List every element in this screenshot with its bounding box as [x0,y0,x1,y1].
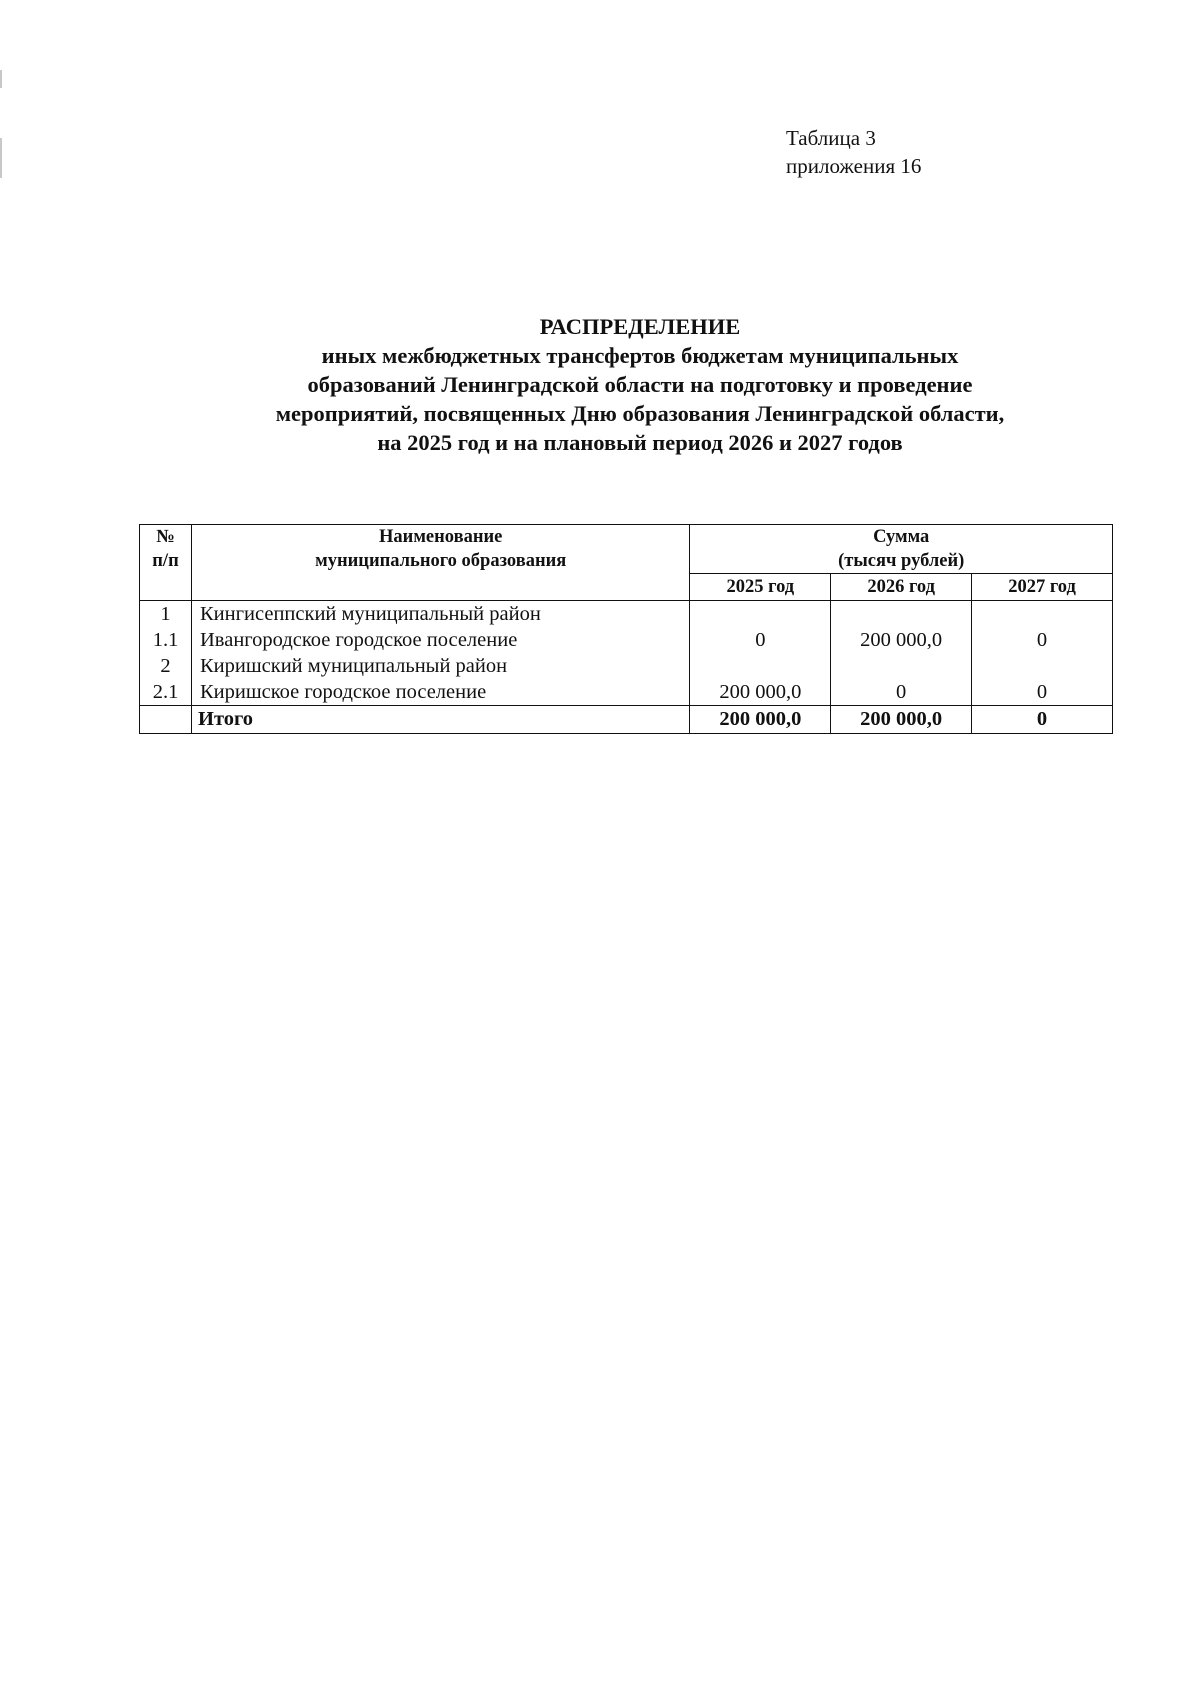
row-name: Киришский муниципальный район [200,655,508,677]
heading-line-2: образований Ленинградской области на подготовку и проведение [307,372,973,397]
reference-line-2: приложения 16 [786,154,922,178]
header-number-line-2: п/п [152,551,179,571]
total-2025: 200 000,0 [690,706,831,734]
table-body-block [140,601,1113,706]
row-name: Ивангородское городское поселение [200,629,518,651]
value-2025: 200 000,0 [719,681,802,703]
reference-line-1: Таблица 3 [786,126,876,150]
value-2027 [978,601,1106,627]
total-2026: 200 000,0 [831,706,972,734]
header-number [140,525,192,601]
row-name: Киришское городское поселение [200,681,487,703]
value-2026: 200 000,0 [860,629,943,651]
total-2027: 0 [972,706,1113,734]
heading-title: РАСПРЕДЕЛЕНИЕ [539,314,741,339]
heading-line-3: мероприятий, посвященных Дню образования Ленинградской области, [275,401,1005,426]
document-heading [140,312,1140,457]
header-sum-line-1: Сумма [873,527,930,547]
value-2027 [978,653,1106,679]
scan-edge-mark [0,70,2,88]
header-year-2025: 2025 год [690,574,831,601]
value-2025: 0 [755,629,766,651]
header-name-line-2: муниципального образования [315,551,567,571]
value-2027: 0 [1036,681,1048,703]
table-header-row [140,525,1113,574]
row-number: 1.1 [152,629,179,651]
value-2027: 0 [1036,629,1048,651]
values-2027-cell [972,601,1113,706]
header-year-2026: 2026 год [831,574,972,601]
row-number: 2.1 [152,681,179,703]
distribution-table [139,524,1113,734]
row-names-cell [192,601,690,706]
heading-line-4: на 2025 год и на плановый период 2026 и 2027 годов [377,430,903,455]
value-2026 [837,653,965,679]
value-2026 [837,601,965,627]
header-number-line-1: № [156,527,175,547]
header-name [192,525,690,601]
value-2025 [696,653,824,679]
header-name-line-1: Наименование [379,527,503,547]
total-row [140,706,1113,734]
header-sum [690,525,1113,574]
value-2026: 0 [896,681,907,703]
header-year-2027: 2027 год [972,574,1113,601]
row-number: 2 [160,655,171,677]
total-label: Итого [192,706,690,734]
scan-edge-mark [0,138,2,178]
table-reference [786,124,921,180]
row-name: Кингисеппский муниципальный район [200,603,541,625]
heading-line-1: иных межбюджетных трансфертов бюджетам муниципальных [321,343,959,368]
value-2025 [696,601,824,627]
total-number-cell [140,706,192,734]
row-number: 1 [160,603,171,625]
header-sum-line-2: (тысяч рублей) [838,551,965,571]
values-2026-cell [831,601,972,706]
values-2025-cell [690,601,831,706]
row-numbers-cell [140,601,192,706]
